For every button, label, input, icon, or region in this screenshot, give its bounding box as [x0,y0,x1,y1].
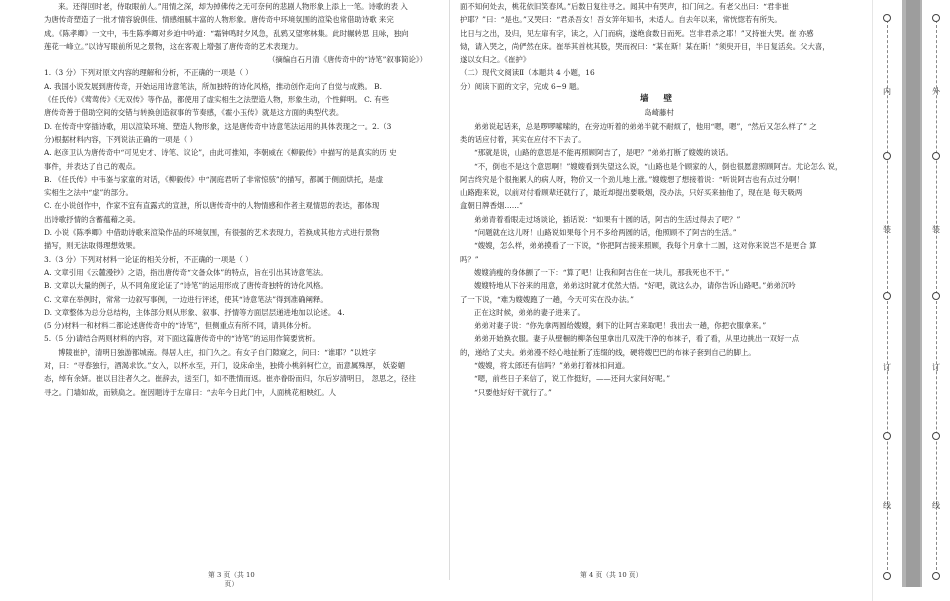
text-line: “嫂嫂，将太郎还有信吗？”弟弟打着袜扣问道。 [474,361,630,371]
question-line: B. 文章以大量的例子，从不同角度论证了“诗笔”的运用形成了唐传奇独特的诗化风格。 [44,281,328,291]
question-line: 3.（3 分）下列对材料一论证的相关分析，不正确的一项是（ ） [44,254,253,264]
text-line: 盒朝日牌香烟……” [460,201,523,211]
text-line: 正在这时候，弟弟的妻子进来了。 [474,307,585,317]
binding-label: 订 [932,363,940,372]
question-line: 分)根据材料内容，下列说法正确的一项是（ ） [44,134,198,144]
text-line: 山路跑来说，以前对付看顾辈还就行了，最近却提出要吸烟，没办法，只好买来抽他了，现在是 每天吸两 [460,188,803,198]
text-line: 阿吉终究是个很拖累人的病人呀，物价又一个劲儿地上涨。”嫂嫂想了想接着说：“听说阿吉也有点过分啊！ [460,174,804,184]
question-line: 5.（5 分)请结合两则材料的内容，对下面这篇唐传奇中的“诗笔”的运用作简要赏析。 [44,334,320,344]
binding-label: 线 [883,501,891,510]
question-line: A. 文章引用《云麓漫钞》之语，指出唐传奇“文备众体”的特点，旨在引出其诗意笔法。 [44,267,328,277]
binding-margin-outer [922,0,950,601]
question-line: 唐传奇善于借助空间的交错与转换创造叙事的节奏感，《霍小玉传》就是这方面的典型代表。 [44,108,344,118]
text-line: 遂以女归之。《崔护》 [460,55,531,65]
text-line: 面不知何处去，桃花依旧笑春风。”后数日复往寻之。闻其中有哭声，扣门问之。有老父出曰：“君非崔 [460,2,790,11]
text-line: 护耶？”曰：“是也。”又哭曰：“君杀吾女！吾女笄年知书，未适人。自去年以来，常恍惚若有所失。 [460,15,782,25]
text-line: 态，绰有余妍。崔以目注者久之。崔辞去，送至门，如不胜情而返。崔亦眷盼而归，尔后岁清明日， 忽思之，径往 [44,374,416,384]
text-line: 嫂嫂特地从下谷来的用意，弟弟这时就才优然大悟。“好吧，就这么办，请你告诉山路吧。”弟弟沉吟 [474,281,796,291]
binding-label: 订 [883,363,891,372]
binding-hole-icon [932,152,940,160]
binding-strip-dark [906,0,920,587]
binding-hole-icon [883,572,891,580]
binding-hole-icon [932,292,940,300]
section-heading: 分）阅读下面的文字，完成 6~9 题。 [460,81,584,91]
question-line: D. 在传奇中穿插诗歌，用以渲染环境、塑造人物形象，这是唐传奇中诗意笔法运用的具体表现之一。2.（3 [44,121,392,131]
text-line: 的，递给了丈夫。弟弟漫不经心地扯断了连缀的线，硬将嫂巴巴的布袜子套到自己的脚上。 [460,347,756,357]
page-number-left: 第 3 页（共 10 页） [208,571,255,588]
question-line: C. 文章在举例时，常常一边叙写事例，一边进行评述，使其“诗意笔法”得到准确阐释。 [44,294,328,304]
text-line: 吗？” [460,254,479,264]
binding-hole-icon [932,14,940,22]
source-citation: （摘编自石月清《唐传奇中的“诗笔”叙事简论》） [267,55,427,65]
binding-label: 外 [932,87,940,96]
text-line: “嫂嫂，怎么样，弟弟摸看了一下说，“你把阿吉接来照顾，我每个月拿十二圆，这对你来说岂不是更合 算 [474,241,817,251]
text-line: “不，倒也不是这个意思啊！”嫂嫂看到失望这么说，“山路也是个顾家的人，倒也很愿意照顾阿吉。尤论怎么 说， [474,161,843,171]
binding-label: 内 [883,87,891,96]
text-line: 嫂嫂消瘦的身体颤了一下：“算了吧！让我和阿吉住在一块儿，那我死也不干。” [474,267,730,277]
text-line: 为唐传奇塑造了一批才情容貌俱佳、情感细腻丰富的人物形象。唐传奇中环境氛围的渲染也常借助诗歌 来完 [44,15,394,25]
binding-label: 装 [932,225,940,234]
text-line: 比日与之出，及归，见左扉有字，读之，入门而病，遂绝食数日而死。岂非君杀之耶！”又持崔大哭。崔 亦感 [460,28,814,38]
question-line: D. 小说《陈季卿》中借助诗歌来渲染作品的环境氛围，有很强的艺术表现力，若换成其他方式进行景物 [44,228,380,238]
question-line: C. 在小说创作中，作家不宜有直露式的宣泄，所以唐传奇中的人物情感和作者主观情思的表达，都体现 [44,201,380,211]
text-line: 弟弟青着看眼走过场谈论，插话说：“如果有十圆的话，阿吉的生活过得去了吧？” [474,214,741,224]
question-line: 《任氏传》《莺莺传》《无双传》等作品，都使用了虚实相生之法塑造人物，形象生动，个性鲜明。 C. 有些 [44,95,390,105]
text-line: 恸，请入哭之，尚俨然在床。崔举其首枕其股，哭而祝曰：“某在斯！某在斯！”须臾开目，半日复活矣。父大喜， [460,41,830,51]
article-title: 墙 壁 [640,94,678,105]
question-line: 出诗歌抒情的含蓄蕴藉之美。 [44,214,141,224]
binding-label: 装 [883,225,891,234]
question-line: D. 文章整体为总分总结构，主体部分则从形象、叙事、抒情等方面层层递进地加以论述。 4. [44,307,345,317]
text-line: 对，曰：“寻春独行，酒渴求饮。”女入，以杯水至，开门，设床命坐，独倚小桃斜柯伫立，而意属殊厚， 妖姿媚 [44,361,405,371]
question-line: 描写，则无法取得理想效果。 [44,241,141,251]
question-line: 1.（3 分）下列对原文内容的理解和分析，不正确的一项是（ ） [44,68,253,78]
text-line: 寻之。门墙如故，而锁扃之。崔因题诗于左扉曰：“去年今日此门中，人面桃花相映红。人 [44,387,337,397]
text-line: 了一下说，“难为嫂嫂跑了一趟，今天可实在没办法。” [460,294,634,304]
binding-hole-icon [932,572,940,580]
binding-hole-icon [883,152,891,160]
section-heading: （二）现代文阅读Ⅱ（本题共 4 小题，16 [460,68,595,78]
right-page [460,0,858,399]
text-line: 莲花一峰立。”以诗写眼前所见之景物，这在客观上增强了唐传奇的艺术表现力。 [44,41,303,51]
question-line: 实相生之法中“虚”的部分。 [44,188,133,198]
question-line: B. 《任氏传》中韦崟与家童的对话，《柳毅传》中“洞庭君听了非常惊骇”的描写，都属于侧面烘托，是虚 [44,174,384,184]
text-line: “嗯，前些日子来信了，说工作挺好，——还问大家问好呢。” [474,374,671,384]
cut-line [936,20,937,580]
left-page [44,0,437,399]
cut-line [887,20,888,580]
question-line: A. 我国小说发展到唐传奇，开始运用诗意笔法，所加独特的诗化风格，推动创作走向了自觉与成熟。 B. [44,81,382,91]
text-line: 来。还得回时老，侍取眼前人。”用情之深，却为掉佛传之无可奈何的悲剧人物形象上添上一笔。诗歌的表 入 [58,2,408,11]
text-line: “那就是说，山路的意思是不能再照顾阿吉了，是吧？”弟弟打断了嫂嫂的谈话。 [474,148,733,158]
binding-hole-icon [883,432,891,440]
question-line: 事件，并表达了自己的观点。 [44,161,141,171]
binding-hole-icon [883,292,891,300]
binding-label: 线 [932,501,940,510]
text-line: “只要他好好干就行了。” [474,387,552,397]
text-line: 弟弟对妻子说：“你先拿两圆给嫂嫂，剩下的让阿吉来取吧！我出去一趟，你把衣服拿来。” [474,321,767,331]
text-line: 弟弟开始换衣服。妻子从壁橱的柳条包里拿出几双洗干净的布袜子，看了看，从里边挑出一双好一点 [474,334,800,344]
page-divider [449,0,450,580]
binding-hole-icon [883,14,891,22]
text-line: 博陵崔护，清明日独游都城南。得居人庄，扣门久之。有女子自门隙窥之，问曰：“谁耶？”以姓字 [58,347,376,357]
question-line: A. 赵彦卫认为唐传奇中“可见史才、诗笔、议论”，由此可推知，李朝威在《柳毅传》中描写的是真实的历 史 [44,148,397,158]
binding-margin-inner [872,0,903,601]
text-line: 类的话应付着，其实在应付不下去了。 [460,134,586,144]
question-line: (5 分)材料一和材料二都论述唐传奇中的“诗笔”，但侧重点有所不同，请具体分析。 [44,321,316,331]
page-number-right: 第 4 页（共 10 页） [580,571,643,579]
binding-hole-icon [932,432,940,440]
text-line: 成。《陈孝卿》一文中，韦生陈季卿对乡迫中吟道：“霜钟鸣时夕风急，乱鸦又望寒林集。此时辗转思 且咏，独向 [44,28,409,38]
article-author: 岛崎藤村 [644,108,674,118]
text-line: “问题就在这儿呀！山路说如果每个月不多给两圆的话，他照顾不了阿吉的生活。” [474,228,737,238]
text-line: 弟弟说起话来，总是啰啰嗦嗦的，在旁边听着的弟弟半就不耐烦了，他用“嗯，嗯”，“然后又怎么样了” 之 [474,121,817,131]
